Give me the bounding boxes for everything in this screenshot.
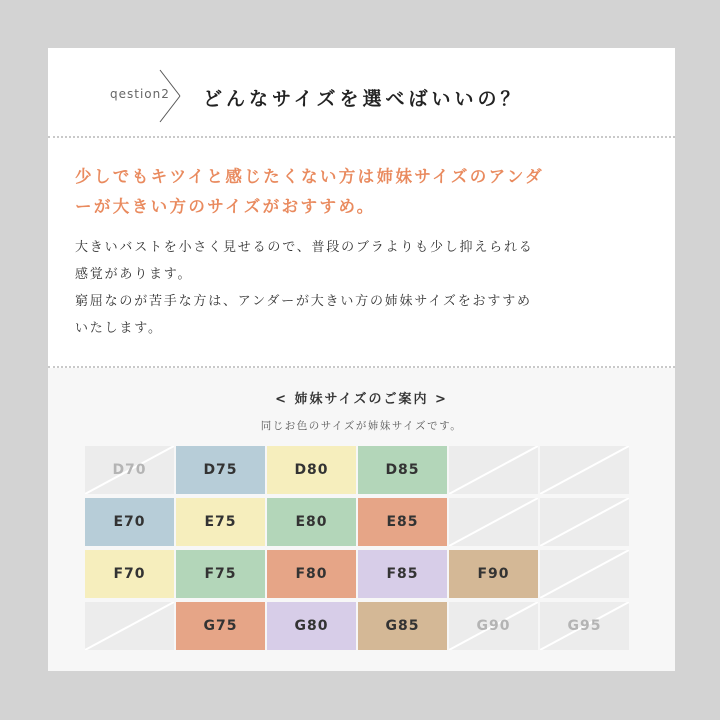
size-label: D85 <box>385 462 420 478</box>
size-label: G90 <box>476 618 511 634</box>
content-card <box>48 48 675 671</box>
size-label: D75 <box>203 462 238 478</box>
size-grid <box>85 446 633 650</box>
size-label: D80 <box>294 462 329 478</box>
size-label: F75 <box>204 566 237 582</box>
size-cell <box>449 602 538 650</box>
unavailable-slash-icon <box>540 498 629 546</box>
size-cell <box>85 446 174 494</box>
size-cell <box>267 550 356 598</box>
size-cell <box>449 498 538 546</box>
slash-divider-icon <box>158 68 182 124</box>
size-label: F80 <box>295 566 328 582</box>
question-label: qestion2 <box>110 87 170 101</box>
headline <box>75 162 655 222</box>
size-cell <box>85 550 174 598</box>
dotted-divider-top <box>48 136 675 138</box>
size-cell <box>176 602 265 650</box>
size-cell <box>540 498 629 546</box>
size-label: D70 <box>112 462 147 478</box>
body-paragraph-2-line-1: 窮屈なのが苦手な方は、アンダーが大きい方の姉妹サイズをおすすめ <box>75 294 532 309</box>
guide-subtitle: 同じお色のサイズが姉妹サイズです。 <box>260 420 463 432</box>
question-title: どんなサイズを選べばいいの？ <box>203 88 524 110</box>
size-label: E85 <box>386 514 419 530</box>
size-label: E70 <box>113 514 146 530</box>
size-cell <box>358 446 447 494</box>
size-cell <box>176 498 265 546</box>
body-paragraph-1-line-1: 大きいバストを小さく見せるので、普段のブラよりも少し抑えられる <box>75 240 534 255</box>
size-label: F85 <box>386 566 419 582</box>
unavailable-slash-icon <box>540 446 629 494</box>
body-paragraph-1-line-2: 感覚があります。 <box>75 267 193 282</box>
unavailable-slash-icon <box>85 602 174 650</box>
size-label: F70 <box>113 566 146 582</box>
unavailable-slash-icon <box>449 446 538 494</box>
headline-line-1: 少しでもキツイと感じたくない方は姉妹サイズのアンダ <box>75 167 545 186</box>
unavailable-slash-icon <box>540 550 629 598</box>
size-cell <box>540 550 629 598</box>
size-label: G75 <box>203 618 238 634</box>
size-cell <box>540 602 629 650</box>
size-label: G95 <box>567 618 602 634</box>
body-paragraph-2-line-2: いたします。 <box>75 321 163 336</box>
sister-size-guide <box>48 368 675 671</box>
body-text <box>75 234 665 342</box>
unavailable-slash-icon <box>449 498 538 546</box>
size-cell <box>267 602 356 650</box>
size-cell <box>358 498 447 546</box>
size-cell <box>540 446 629 494</box>
size-cell <box>176 446 265 494</box>
size-cell <box>449 446 538 494</box>
size-label: E80 <box>295 514 328 530</box>
size-label: F90 <box>477 566 510 582</box>
question-section <box>48 48 675 368</box>
guide-title: < 姉妹サイズのご案内 > <box>275 392 448 407</box>
size-cell <box>267 446 356 494</box>
size-cell <box>358 550 447 598</box>
size-label: G80 <box>294 618 329 634</box>
size-cell <box>85 498 174 546</box>
size-cell <box>267 498 356 546</box>
size-cell <box>176 550 265 598</box>
size-label: G85 <box>385 618 420 634</box>
size-cell <box>449 550 538 598</box>
headline-line-2: ーが大きい方のサイズがおすすめ。 <box>75 197 376 216</box>
size-cell <box>85 602 174 650</box>
size-label: E75 <box>204 514 237 530</box>
size-cell <box>358 602 447 650</box>
